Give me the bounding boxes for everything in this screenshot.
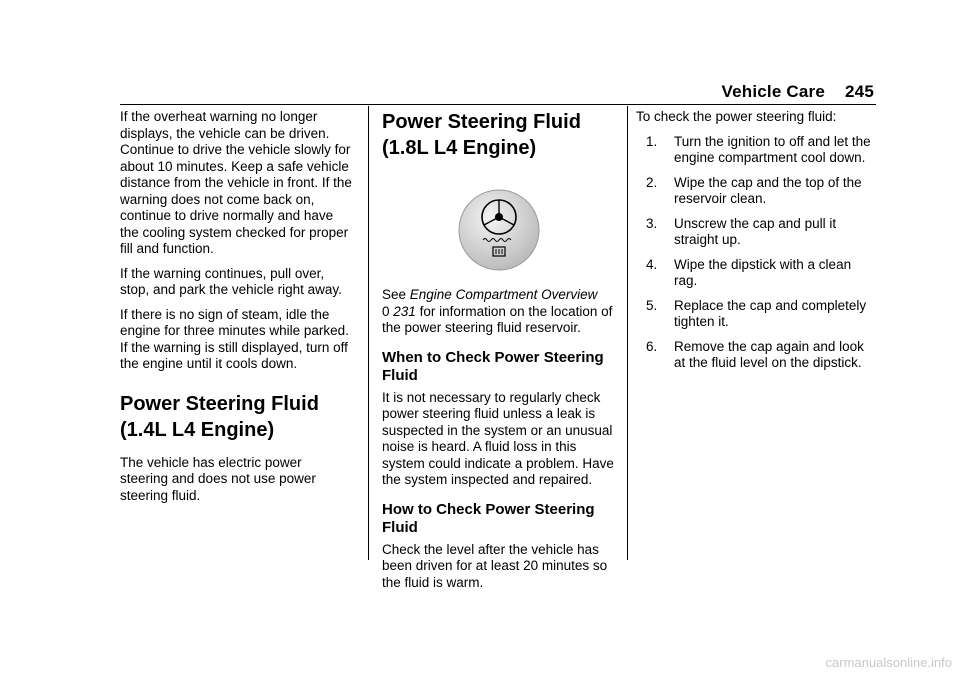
heading-how-to-check: How to Check Power Steering Fluid [382,500,595,536]
list-item: 6. Remove the cap again and look at the fluid level on the dipstick. [646,338,864,370]
section-title: Vehicle Care [721,82,826,101]
header-rule [120,104,876,105]
paragraph-when-to-check: It is not necessary to regularly check power steering fluid unless a leak is suspected in the system or an unusual noise is heard. A fluid loss in this system could indicate a problem. Have the system inspected and repaired. [382,389,614,487]
steps-list [636,134,876,372]
heading-ps-14l: Power Steering Fluid (1.4L L4 Engine) [120,392,319,441]
column-3 [636,109,876,380]
list-item: 2. Wipe the cap and the top of the reservoir clean. [646,174,862,206]
paragraph-check-intro: To check the power steering fluid: [636,109,837,124]
power-steering-fluid-icon [458,189,540,271]
watermark: carmanualsonline.info [825,655,952,670]
heading-when-to-check: When to Check Power Steering Fluid [382,348,604,384]
paragraph-electric-steering: The vehicle has electric power steering and does not use power steering fluid. [120,454,316,503]
list-item: 3. Unscrew the cap and pull it straight up. [646,215,837,247]
page-ref-symbol: 0 [382,303,390,319]
column-divider-1 [368,106,369,560]
list-item: 1. Turn the ignition to off and let the engine compartment cool down. [646,133,871,165]
page-ref-number[interactable]: 231 [393,303,416,319]
page-header [722,82,875,102]
list-item: 4. Wipe the dipstick with a clean rag. [646,256,852,288]
page-number: 245 [845,82,874,101]
paragraph-no-steam: If there is no sign of steam, idle the engine for three minutes while parked. If the warning is still displayed, turn off the engine until it cools down. [120,306,349,371]
column-1 [120,109,352,512]
column-2 [382,109,618,599]
paragraph-see-reference: See Engine Compartment Overview 0 231 for information on the location of the power steering fluid reservoir. [382,287,613,335]
heading-ps-18l: Power Steering Fluid (1.8L L4 Engine) [382,111,581,159]
paragraph-warning-continues: If the warning continues, pull over, stop, and park the vehicle right away. [120,265,342,297]
list-item: 5. Replace the cap and completely tighten it. [646,297,867,329]
link-engine-compartment-overview[interactable]: Engine Compartment Overview [409,287,598,302]
paragraph-overheat: If the overheat warning no longer displays, the vehicle can be driven. Continue to drive the vehicle slowly for about 10 minutes. Keep a safe vehicle distance from the vehicle in front. If the warning does not come back on, continue to drive normally and have the cooling system checked for proper fill and function. [120,109,352,256]
column-divider-2 [627,106,628,560]
paragraph-how-to-check: Check the level after the vehicle has been driven for at least 20 minutes so the fluid is warm. [382,541,608,590]
